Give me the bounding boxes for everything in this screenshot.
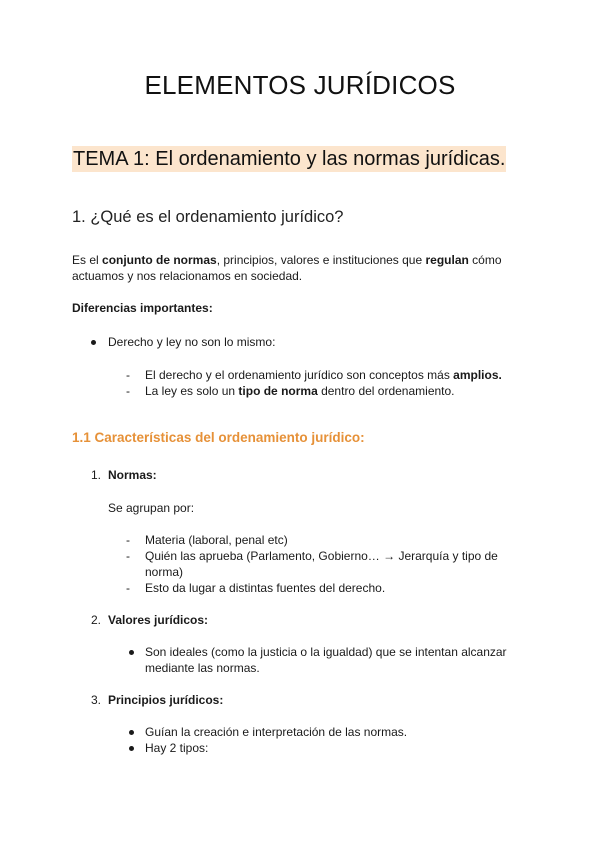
valores-bullet-1: Son ideales (como la justicia o la igualdad) que se intentan alcanzar — [145, 645, 507, 659]
list-item-label: Principios jurídicos: — [108, 693, 224, 707]
intro-bold-term: regulan — [425, 253, 469, 267]
section-1-1-heading: 1.1 Características del ordenamiento jurídico: — [72, 430, 365, 445]
diferencias-sub-2 — [145, 383, 455, 399]
list-item-label: Valores jurídicos: — [108, 613, 209, 627]
list-item-label: Normas: — [108, 468, 157, 482]
diferencias-label: Diferencias importantes: — [72, 301, 213, 315]
intro-line-1 — [72, 252, 532, 268]
list-number: 1. — [91, 468, 102, 482]
sub-text: La ley es solo un — [145, 384, 239, 398]
normas-sub-1: Materia (laboral, penal etc) — [145, 533, 288, 547]
intro-text: , principios, valores e instituciones que — [216, 253, 426, 267]
dash-marker: - — [126, 384, 130, 398]
dash-marker: - — [126, 368, 130, 382]
list-number: 2. — [91, 613, 102, 627]
bullet-dot-icon — [129, 730, 134, 735]
bullet-dot-icon — [129, 746, 134, 751]
dash-marker: - — [126, 581, 130, 595]
valores-bullet-1-cont: mediante las normas. — [145, 661, 260, 675]
normas-sub-2: Quién las aprueba (Parlamento, Gobierno… → Jerarquía y tipo de — [145, 549, 498, 563]
principios-bullet-1: Guían la creación e interpretación de las normas. — [145, 725, 408, 739]
normas-sub-3: Esto da lugar a distintas fuentes del derecho. — [145, 581, 386, 595]
tema-heading: TEMA 1: El ordenamiento y las normas jurídicas. — [73, 148, 506, 170]
document-title: ELEMENTOS JURÍDICOS — [144, 70, 456, 100]
bullet-dot-icon — [129, 650, 134, 655]
bullet-dot-icon — [91, 340, 96, 345]
sub-text: El derecho y el ordenamiento jurídico son conceptos más — [145, 368, 454, 382]
sub-bold: tipo de norma — [238, 384, 318, 398]
normas-sub-2-cont: norma) — [145, 565, 184, 579]
list-number: 3. — [91, 693, 102, 707]
intro-text: cómo — [468, 253, 502, 267]
section-1-heading: 1. ¿Qué es el ordenamiento jurídico? — [72, 208, 344, 226]
intro-bold-term: conjunto de normas — [102, 253, 217, 267]
dash-marker: - — [126, 533, 130, 547]
diferencias-sub-1 — [145, 367, 502, 383]
diferencias-bullet: Derecho y ley no son lo mismo: — [108, 335, 276, 349]
intro-text: Es el — [72, 253, 103, 267]
normas-intro: Se agrupan por: — [108, 501, 195, 515]
sub-text: dentro del ordenamiento. — [317, 384, 455, 398]
intro-line-2: actuamos y nos relacionamos en sociedad. — [72, 269, 303, 283]
sub-bold: amplios. — [453, 368, 502, 382]
principios-bullet-2: Hay 2 tipos: — [145, 741, 209, 755]
dash-marker: - — [126, 549, 130, 563]
intro-paragraph — [72, 252, 532, 284]
